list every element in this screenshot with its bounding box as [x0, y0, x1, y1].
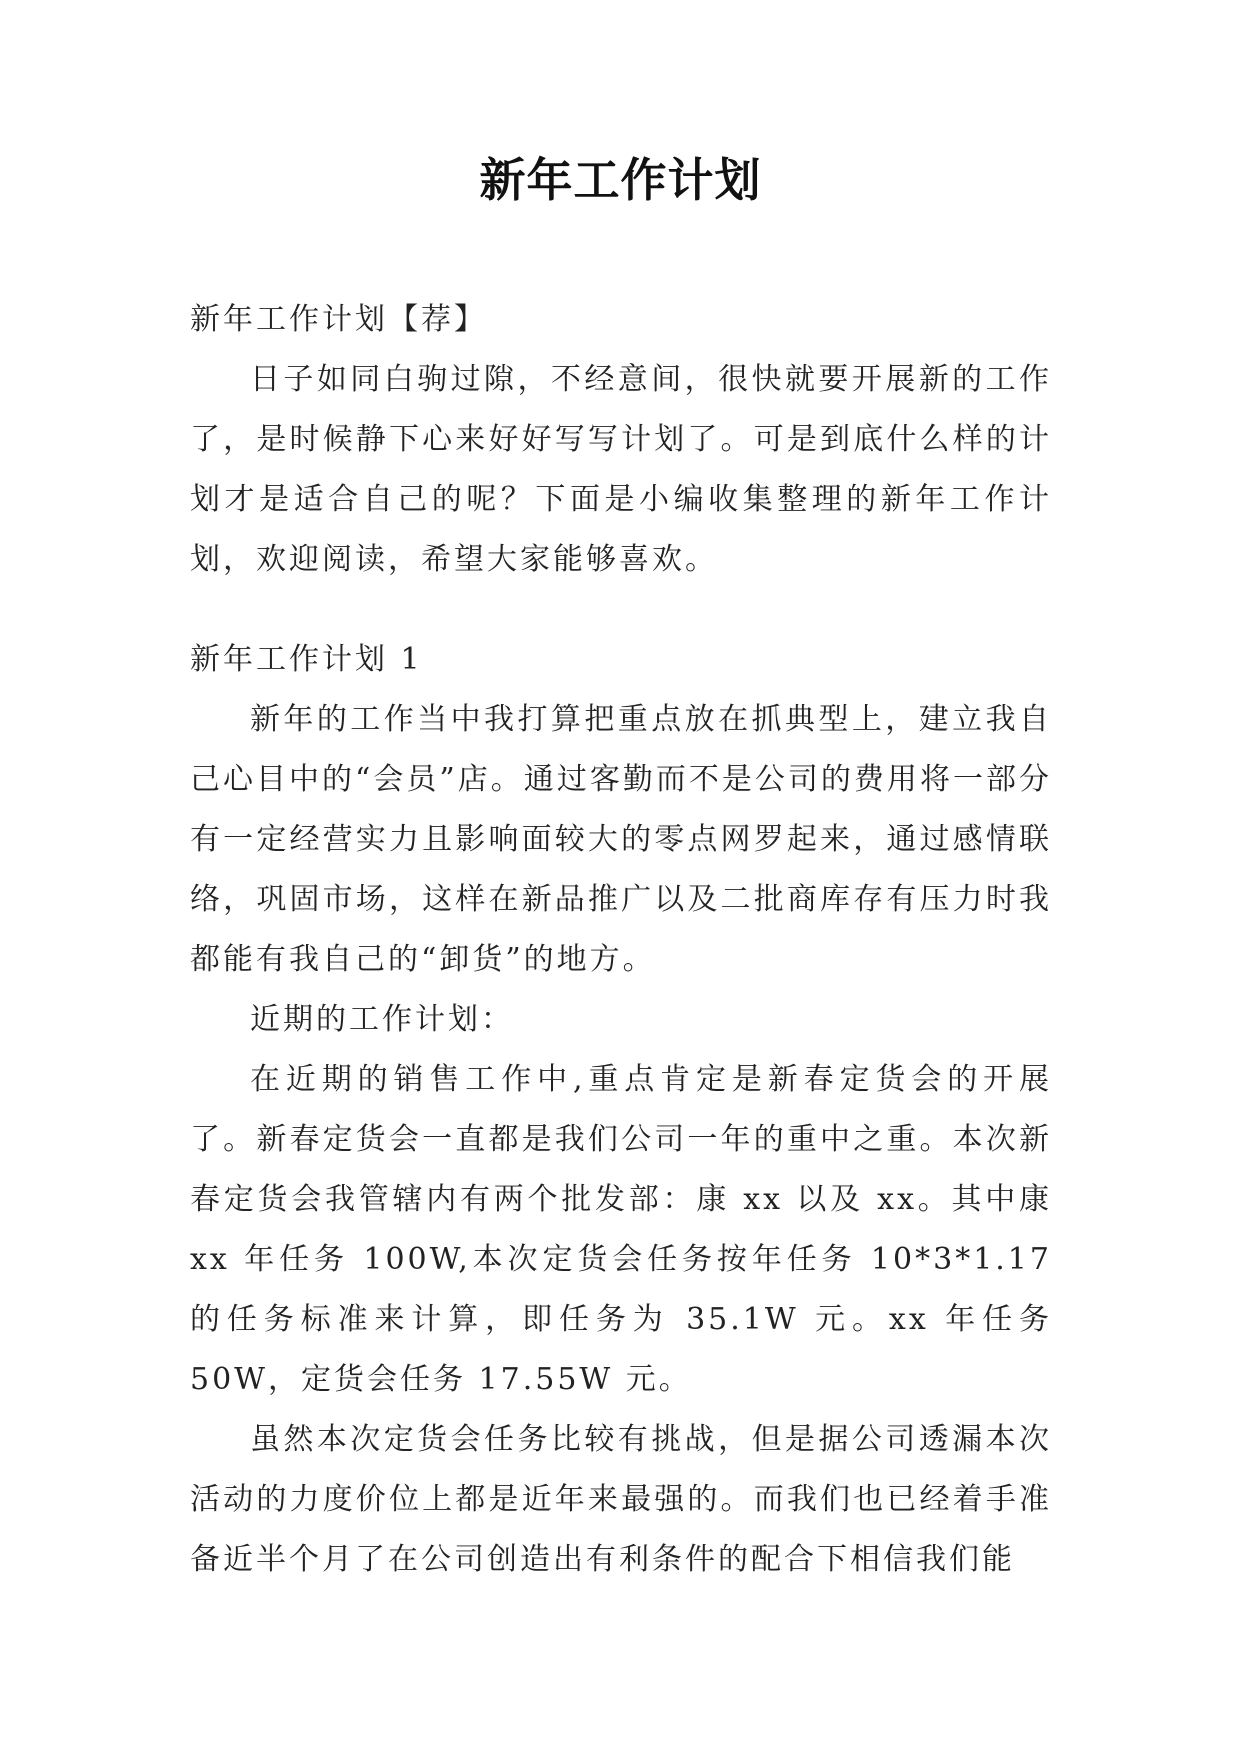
- section-1-paragraph-2: 在近期的销售工作中,重点肯定是新春定货会的开展了。新春定货会一直都是我们公司一年的重中之重。本次新春定货会我管辖内有两个批发部：康 xx 以及 xx。其中康 xx 年任务 100W,本次定货会任务按年任务 10*3*1.17 的任务标准来计算，即任务为 35.1W 元。xx 年任务 50W，定货会任务 17.55W 元。: [190, 1062, 1052, 1397]
- section-1-paragraph-1: 新年的工作当中我打算把重点放在抓典型上，建立我自己心目中的“会员”店。通过客勤而不是公司的费用将一部分有一定经营实力且影响面较大的零点网罗起来，通过感情联络，巩固市场，这样在新品推广以及二批商库存有压力时我都能有我自己的“卸货”的地方。: [190, 702, 1052, 977]
- document-title: 新年工作计划: [479, 153, 762, 207]
- section-1-subheading: 近期的工作计划：: [250, 1002, 514, 1037]
- document-body: [190, 290, 1052, 1590]
- intro-paragraph: 日子如同白驹过隙，不经意间，很快就要开展新的工作了，是时候静下心来好好写写计划了。可是到底什么样的计划才是适合自己的呢？下面是小编收集整理的新年工作计划，欢迎阅读，希望大家能够喜欢。: [190, 362, 1052, 577]
- section-1-paragraph-3: 虽然本次定货会任务比较有挑战，但是据公司透漏本次活动的力度价位上都是近年来最强的。而我们也已经着手准备近半个月了在公司创造出有利条件的配合下相信我们能: [190, 1422, 1052, 1577]
- section-1-heading: 新年工作计划 1: [190, 642, 423, 677]
- section-spacer: [190, 590, 1052, 630]
- intro-heading: 新年工作计划【荐】: [190, 302, 487, 337]
